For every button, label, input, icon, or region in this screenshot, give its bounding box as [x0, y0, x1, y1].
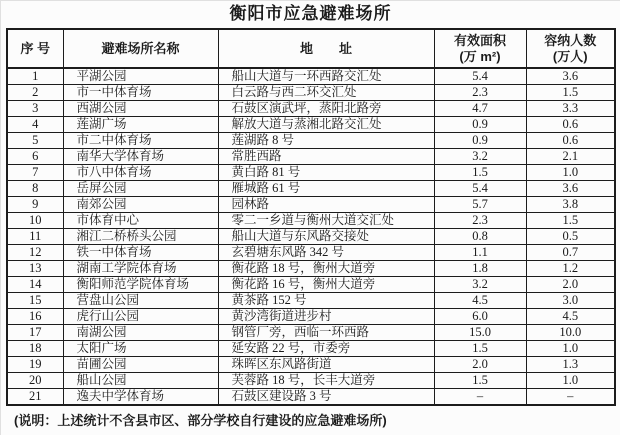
shelter-name: 市二中体育场: [63, 133, 218, 149]
shelter-address: 石鼓区建设路 3 号: [218, 389, 434, 406]
shelter-address: 雁城路 61 号: [218, 181, 434, 197]
effective-area: 2.3: [434, 85, 526, 101]
capacity-value: 2.1: [526, 149, 615, 165]
column-header-area: [434, 29, 526, 68]
row-number: 6: [7, 149, 63, 165]
shelter-address: 园林路: [218, 197, 434, 213]
effective-area: 4.5: [434, 293, 526, 309]
table-body: [7, 68, 615, 405]
capacity-value: 2.0: [526, 277, 615, 293]
capacity-value: 3.8: [526, 197, 615, 213]
capacity-value: 1.5: [526, 213, 615, 229]
row-number: 21: [7, 389, 63, 406]
row-number: 12: [7, 245, 63, 261]
shelter-address: 芙蓉路 18 号，长丰大道旁: [218, 373, 434, 389]
column-header-capacity: [526, 29, 615, 68]
header-label-line1: 容纳人数: [544, 32, 597, 48]
capacity-value: 0.6: [526, 133, 615, 149]
shelter-address: 船山大道与一环西路交汇处: [218, 68, 434, 85]
effective-area: 2.0: [434, 357, 526, 373]
header-label: 避难场所名称: [101, 40, 180, 56]
effective-area: 0.9: [434, 133, 526, 149]
shelter-name: 虎行山公园: [63, 309, 218, 325]
row-number: 9: [7, 197, 63, 213]
shelter-name: 苗圃公园: [63, 357, 218, 373]
effective-area: 6.0: [434, 309, 526, 325]
row-number: 10: [7, 213, 63, 229]
row-number: 14: [7, 277, 63, 293]
effective-area: 1.1: [434, 245, 526, 261]
shelter-address: 玄碧塘东风路 342 号: [218, 245, 434, 261]
capacity-value: 1.0: [526, 165, 615, 181]
shelter-address: 常胜西路: [218, 149, 434, 165]
shelter-name: 南华大学体育场: [63, 149, 218, 165]
header-label: 地 址: [299, 40, 352, 56]
header-label-line1: 有效面积: [453, 32, 506, 48]
table-row: [7, 389, 615, 406]
shelter-name: 南湖公园: [63, 325, 218, 341]
shelter-name: 湖南工学院体育场: [63, 261, 218, 277]
shelter-name: 逸夫中学体育场: [63, 389, 218, 406]
capacity-value: 4.5: [526, 309, 615, 325]
effective-area: 15.0: [434, 325, 526, 341]
shelter-address: 钢管厂旁，西临一环西路: [218, 325, 434, 341]
effective-area: 5.7: [434, 197, 526, 213]
table-row: [7, 261, 615, 277]
effective-area: 0.8: [434, 229, 526, 245]
row-number: 8: [7, 181, 63, 197]
shelter-address: 石鼓区演武坪，蒸阳北路旁: [218, 101, 434, 117]
table-row: [7, 213, 615, 229]
capacity-value: 3.3: [526, 101, 615, 117]
shelter-address: 莲湖路 8 号: [218, 133, 434, 149]
table-row: [7, 357, 615, 373]
row-number: 20: [7, 373, 63, 389]
table-row: [7, 277, 615, 293]
effective-area: 0.9: [434, 117, 526, 133]
effective-area: –: [434, 389, 526, 406]
shelter-address: 衡花路 16 号，衡州大道旁: [218, 277, 434, 293]
table-header: [7, 29, 615, 68]
capacity-value: –: [526, 389, 615, 406]
effective-area: 1.8: [434, 261, 526, 277]
row-number: 17: [7, 325, 63, 341]
shelter-address: 延安路 22 号，市委旁: [218, 341, 434, 357]
row-number: 1: [7, 68, 63, 85]
shelter-address: 零二一乡道与衡州大道交汇处: [218, 213, 434, 229]
shelter-name: 市一中体育场: [63, 85, 218, 101]
row-number: 13: [7, 261, 63, 277]
shelter-name: 船山公园: [63, 373, 218, 389]
capacity-value: 1.0: [526, 341, 615, 357]
footnote: (说明：上述统计不含县市区、部分学校自行建设的应急避难场所): [14, 413, 387, 428]
shelter-address: 白云路与西二环交汇处: [218, 85, 434, 101]
shelter-name: 湘江二桥桥头公园: [63, 229, 218, 245]
effective-area: 2.3: [434, 213, 526, 229]
effective-area: 4.7: [434, 101, 526, 117]
capacity-value: 3.6: [526, 68, 615, 85]
shelter-name: 太阳广场: [63, 341, 218, 357]
shelter-address: 黄茶路 152 号: [218, 293, 434, 309]
column-header-address: [218, 29, 434, 68]
header-label-line2: (万 m²): [459, 48, 501, 64]
shelters-table: [6, 28, 616, 406]
table-row: [7, 197, 615, 213]
capacity-value: 0.5: [526, 229, 615, 245]
effective-area: 1.5: [434, 373, 526, 389]
capacity-value: 10.0: [526, 325, 615, 341]
shelter-name: 西湖公园: [63, 101, 218, 117]
row-number: 11: [7, 229, 63, 245]
effective-area: 3.2: [434, 149, 526, 165]
shelter-name: 莲湖广场: [63, 117, 218, 133]
table-row: [7, 85, 615, 101]
row-number: 3: [7, 101, 63, 117]
table-row: [7, 245, 615, 261]
column-header-no: [7, 29, 63, 68]
table-row: [7, 309, 615, 325]
shelter-name: 市八中体育场: [63, 165, 218, 181]
shelter-name: 岳屏公园: [63, 181, 218, 197]
shelter-address: 黄白路 81 号: [218, 165, 434, 181]
row-number: 7: [7, 165, 63, 181]
capacity-value: 1.0: [526, 373, 615, 389]
row-number: 2: [7, 85, 63, 101]
capacity-value: 0.7: [526, 245, 615, 261]
shelter-name: 铁一中体育场: [63, 245, 218, 261]
column-header-name: [63, 29, 218, 68]
shelter-address: 珠晖区东风路街道: [218, 357, 434, 373]
shelter-name: 衡阳师范学院体育场: [63, 277, 218, 293]
shelter-address: 衡花路 18 号，衡州大道旁: [218, 261, 434, 277]
capacity-value: 3.6: [526, 181, 615, 197]
shelter-name: 南郊公园: [63, 197, 218, 213]
table-row: [7, 373, 615, 389]
page-title: 衡阳市应急避难场所: [229, 4, 392, 23]
row-number: 4: [7, 117, 63, 133]
row-number: 16: [7, 309, 63, 325]
shelter-name: 市体育中心: [63, 213, 218, 229]
table-row: [7, 325, 615, 341]
row-number: 18: [7, 341, 63, 357]
header-label: 序 号: [20, 40, 51, 56]
shelter-address: 解放大道与蒸湘北路交汇处: [218, 117, 434, 133]
row-number: 5: [7, 133, 63, 149]
capacity-value: 0.6: [526, 117, 615, 133]
table-row: [7, 229, 615, 245]
capacity-value: 1.5: [526, 85, 615, 101]
table-row: [7, 149, 615, 165]
capacity-value: 1.3: [526, 357, 615, 373]
header-label-line2: (万人): [552, 48, 588, 64]
effective-area: 1.5: [434, 341, 526, 357]
table-row: [7, 133, 615, 149]
effective-area: 1.5: [434, 165, 526, 181]
header-row: [7, 29, 615, 68]
effective-area: 3.2: [434, 277, 526, 293]
shelter-address: 黄沙湾街道进步村: [218, 309, 434, 325]
table-row: [7, 165, 615, 181]
table-row: [7, 68, 615, 85]
table-row: [7, 101, 615, 117]
capacity-value: 1.2: [526, 261, 615, 277]
capacity-value: 3.0: [526, 293, 615, 309]
effective-area: 5.4: [434, 181, 526, 197]
row-number: 15: [7, 293, 63, 309]
shelter-name: 平湖公园: [63, 68, 218, 85]
effective-area: 5.4: [434, 68, 526, 85]
table-row: [7, 293, 615, 309]
shelter-name: 营盘山公园: [63, 293, 218, 309]
shelter-address: 船山大道与东风路交接处: [218, 229, 434, 245]
table-row: [7, 117, 615, 133]
table-row: [7, 341, 615, 357]
row-number: 19: [7, 357, 63, 373]
table-row: [7, 181, 615, 197]
